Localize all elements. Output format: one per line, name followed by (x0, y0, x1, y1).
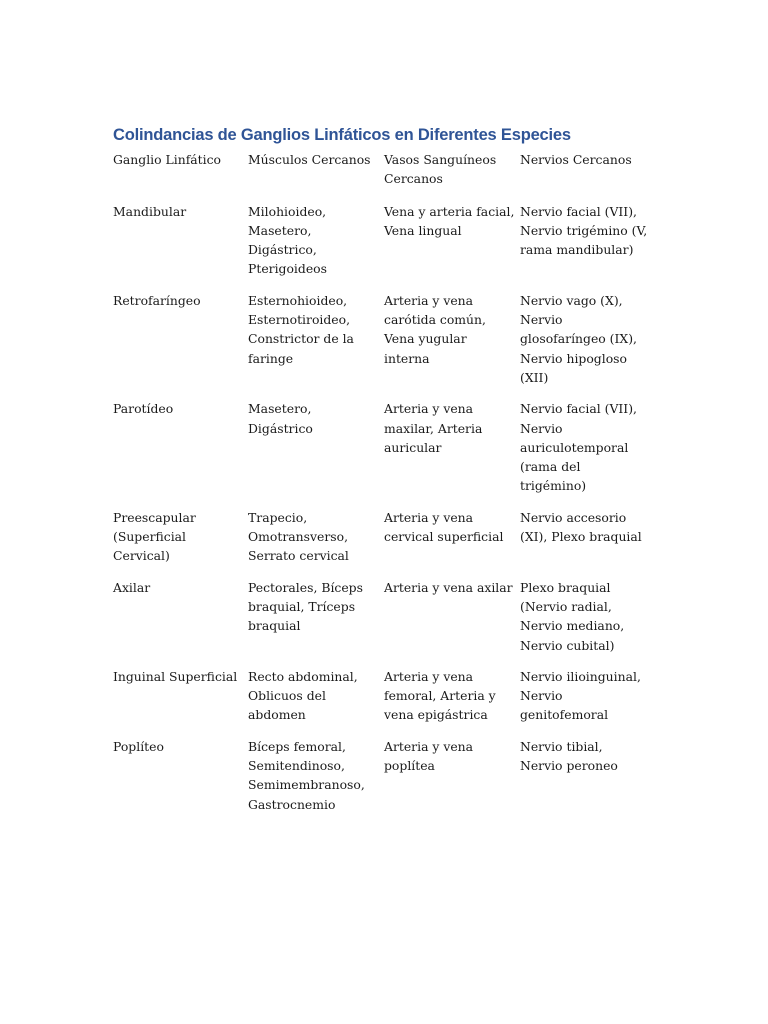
cell-ganglio: Inguinal Superficial (113, 668, 238, 684)
cell-vasos: Arteria y vena maxilar, Arteria auricular (384, 401, 483, 455)
cell-musculos: Recto abdominal, Oblicuos del abdomen (248, 668, 358, 723)
cell-musculos: Milohioideo, Masetero, Digástrico, Pterigoideos (248, 203, 327, 277)
cell-nervios: Nervio tibial, Nervio peroneo (520, 738, 618, 774)
cell-vasos: Vena y arteria facial, Vena lingual (384, 203, 515, 238)
cell-ganglio: Mandibular (113, 203, 187, 219)
table-row (113, 202, 653, 291)
table-row (113, 737, 653, 826)
cell-nervios: Nervio ilioinguinal, Nervio genitofemoral (520, 668, 641, 723)
cell-vasos: Arteria y vena poplítea (384, 738, 474, 774)
table-row (113, 578, 653, 667)
cell-ganglio: Parotídeo (113, 401, 174, 417)
table-row (113, 508, 653, 578)
header-vasos: Vasos Sanguíneos Cercanos (384, 152, 497, 187)
cell-ganglio: Poplíteo (113, 738, 164, 754)
cell-vasos: Arteria y vena carótida común, Vena yugular interna (384, 292, 486, 366)
cell-musculos: Esternohioideo, Esternotiroideo, Constrictor de la faringe (248, 292, 354, 366)
cell-ganglio: Retrofaríngeo (113, 292, 201, 308)
table-row (113, 667, 653, 737)
cell-vasos: Arteria y vena cervical superficial (384, 509, 504, 545)
cell-musculos: Pectorales, Bíceps braquial, Tríceps braquial (248, 579, 363, 634)
cell-musculos: Trapecio, Omotransverso, Serrato cervical (248, 509, 349, 564)
cell-nervios: Nervio accesorio (XI), Plexo braquial (520, 509, 642, 545)
document-title: Colindancias de Ganglios Linfáticos en Diferentes Especies (113, 126, 571, 144)
table-row (113, 291, 653, 399)
cell-musculos: Masetero, Digástrico (248, 401, 313, 436)
header-nervios: Nervios Cercanos (520, 152, 632, 167)
cell-ganglio: Axilar (113, 579, 151, 595)
cell-vasos: Arteria y vena axilar (384, 579, 513, 595)
cell-musculos: Bíceps femoral, Semitendinoso, Semimembranoso, Gastrocnemio (248, 738, 365, 812)
header-ganglio: Ganglio Linfático (113, 152, 222, 167)
cell-nervios: Nervio facial (VII), Nervio auriculotemporal (rama del trigémino) (520, 401, 637, 494)
lymph-node-table (113, 150, 653, 826)
cell-ganglio: Preescapular (Superficial Cervical) (113, 509, 196, 564)
header-musculos: Músculos Cercanos (248, 152, 371, 167)
cell-nervios: Nervio vago (X), Nervio glosofaríngeo (IX), Nervio hipogloso (XII) (520, 292, 637, 385)
table-row (113, 399, 653, 507)
cell-nervios: Plexo braquial (Nervio radial, Nervio mediano, Nervio cubital) (520, 579, 625, 653)
cell-vasos: Arteria y vena femoral, Arteria y vena epigástrica (384, 668, 496, 723)
cell-nervios: Nervio facial (VII), Nervio trigémino (V, rama mandibular) (520, 203, 648, 258)
table-header-row (113, 150, 653, 202)
